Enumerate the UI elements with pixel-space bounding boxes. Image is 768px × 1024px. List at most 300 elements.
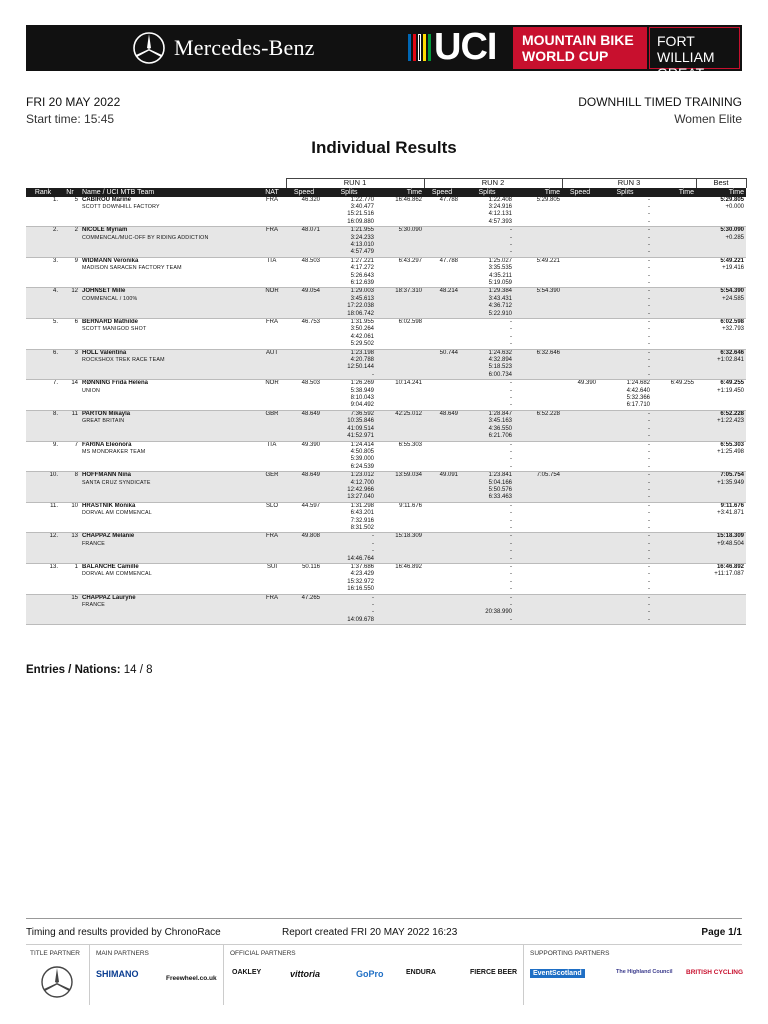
- r2-time-cell: 6:32.646: [514, 349, 562, 380]
- r2-time-cell: [514, 502, 562, 533]
- r2-time-cell: [514, 533, 562, 564]
- split-time: 6:00.734: [488, 371, 512, 378]
- split-time: -: [648, 418, 650, 425]
- nr-cell: 2: [60, 227, 80, 258]
- nr-cell: 14: [60, 380, 80, 411]
- r2-speed-cell: [424, 564, 460, 595]
- split-time: 6:17.710: [626, 402, 650, 409]
- results-body: [26, 197, 746, 625]
- r3-speed-cell: [562, 564, 598, 595]
- split-time: 1:37.686: [350, 564, 374, 570]
- best-time: 5:54.390: [720, 288, 744, 295]
- best-time: 5:29.805: [720, 196, 744, 203]
- partner-group-main: [92, 945, 224, 1005]
- entries-label: Entries / Nations:: [26, 664, 121, 676]
- partner-group-supporting: [526, 945, 742, 1005]
- split-time: -: [510, 564, 512, 570]
- highland-council-logo: The Highland Council: [616, 969, 673, 975]
- r2-time-cell: 6:52.228: [514, 410, 562, 441]
- r2-speed-cell: [424, 227, 460, 258]
- split-time: 5:38.949: [350, 387, 374, 394]
- split-time: -: [510, 616, 512, 623]
- nr-cell: 13: [60, 533, 80, 564]
- rider-team: DORVAL AM COMMENCAL: [82, 571, 152, 578]
- split-time: 18:06.742: [347, 310, 374, 317]
- split-time: -: [648, 524, 650, 531]
- rank-cell: 3.: [26, 257, 60, 288]
- r3-speed-cell: [562, 410, 598, 441]
- r3-splits-cell: [598, 227, 652, 258]
- split-time: -: [372, 602, 374, 609]
- start-time: Start time: 15:45: [26, 112, 115, 126]
- rank-cell: 6.: [26, 349, 60, 380]
- r3-speed-cell: 49.390: [562, 380, 598, 411]
- rider-name: BERNARD Mathilde: [82, 319, 139, 325]
- r3-time-cell: [652, 472, 696, 503]
- event-name-box: [513, 27, 647, 69]
- partner-group-label: OFFICIAL PARTNERS: [230, 950, 296, 957]
- best-cell: [696, 197, 746, 227]
- rider-name: JOHNSET Mille: [82, 288, 126, 295]
- split-time: 3:24.916: [488, 203, 512, 210]
- split-time: 4:36.712: [488, 303, 512, 310]
- rider-name: NICOLE Myriam: [82, 227, 128, 234]
- r1-speed-cell: 44.597: [286, 502, 322, 533]
- split-time: -: [648, 540, 650, 547]
- best-cell: [696, 319, 746, 350]
- gap-time: +1:25.498: [717, 448, 744, 455]
- split-time: 1:29.003: [350, 288, 374, 295]
- sponsor-name: Mercedes-Benz: [174, 35, 315, 60]
- split-time: -: [648, 341, 650, 348]
- r1-splits-cell: [322, 472, 376, 503]
- r2-time-cell: [514, 441, 562, 472]
- split-time: -: [648, 241, 650, 248]
- split-time: 12:50.144: [347, 364, 374, 371]
- footer-divider: [26, 918, 742, 919]
- split-time: 3:50.264: [350, 326, 374, 333]
- split-time: 6:33.463: [488, 494, 512, 501]
- r3-time-cell: [652, 349, 696, 380]
- split-time: -: [648, 319, 650, 325]
- nr-cell: 15: [60, 594, 80, 625]
- oakley-logo: OAKLEY: [232, 969, 262, 976]
- split-time: 13:27.040: [347, 494, 374, 501]
- split-time: -: [510, 326, 512, 333]
- r3-splits-cell: [598, 288, 652, 319]
- col-r1-speed: Speed: [286, 188, 322, 197]
- split-time: -: [648, 265, 650, 272]
- venue-line1: FORT WILLIAM: [657, 33, 715, 65]
- split-time: -: [648, 517, 650, 524]
- rank-cell: [26, 594, 60, 625]
- split-time: -: [648, 479, 650, 486]
- split-time: -: [648, 456, 650, 463]
- split-time: 15:32.972: [347, 578, 374, 585]
- rider-cell: [80, 533, 258, 564]
- split-time: -: [648, 578, 650, 585]
- gap-time: +19.416: [722, 265, 744, 272]
- event-name-line2: WORLD CUP: [522, 48, 609, 64]
- rider-cell: [80, 502, 258, 533]
- split-time: 5:50.576: [488, 486, 512, 493]
- split-time: 4:35.211: [489, 272, 512, 279]
- best-time: 6:02.598: [720, 319, 744, 325]
- r3-time-cell: [652, 594, 696, 625]
- rider-name: PARTON Mikayla: [82, 410, 131, 417]
- rider-cell: [80, 319, 258, 350]
- best-cell: [696, 472, 746, 503]
- rider-cell: [80, 441, 258, 472]
- nat-cell: FRA: [258, 227, 286, 258]
- split-time: -: [648, 564, 650, 570]
- r2-splits-cell: [460, 197, 514, 227]
- r3-time-cell: [652, 410, 696, 441]
- partners-strip: [26, 944, 742, 1004]
- rider-name: HOFFMANN Nina: [82, 472, 131, 479]
- split-time: 4:57.393: [488, 218, 512, 225]
- table-row: [26, 594, 746, 625]
- r2-splits-cell: [460, 472, 514, 503]
- split-time: -: [648, 502, 650, 509]
- split-time: 4:42.640: [626, 387, 650, 394]
- split-time: -: [510, 586, 512, 593]
- split-time: -: [648, 279, 650, 286]
- split-time: 4:23.429: [350, 571, 374, 578]
- split-time: 10:35.846: [347, 418, 374, 425]
- r2-time-cell: 5:54.390: [514, 288, 562, 319]
- best-cell: [696, 410, 746, 441]
- run3-header: RUN 3: [562, 179, 696, 188]
- rider-name: BALANCHE Camille: [82, 564, 139, 570]
- col-r1-splits: Splits: [322, 188, 376, 197]
- split-time: 4:50.805: [350, 448, 374, 455]
- r2-time-cell: 5:49.221: [514, 257, 562, 288]
- r2-speed-cell: [424, 502, 460, 533]
- split-time: -: [648, 227, 650, 234]
- nat-cell: SUI: [258, 564, 286, 595]
- entries-value: 14 / 8: [123, 664, 153, 676]
- r2-speed-cell: [424, 380, 460, 411]
- r3-speed-cell: [562, 288, 598, 319]
- r1-splits-cell: [322, 564, 376, 595]
- split-time: 14:46.764: [347, 555, 374, 562]
- r2-splits-cell: [460, 319, 514, 350]
- split-time: 4:17.272: [350, 265, 374, 272]
- split-time: -: [648, 571, 650, 578]
- rider-cell: [80, 410, 258, 441]
- vittoria-logo: vittoria: [290, 969, 321, 979]
- best-time: 6:52.228: [720, 410, 744, 417]
- best-time: 9:11.676: [720, 502, 744, 509]
- r3-time-cell: [652, 319, 696, 350]
- event-date: FRI 20 MAY 2022: [26, 95, 121, 109]
- split-time: -: [510, 402, 512, 409]
- r1-time-cell: 15:18.309: [376, 533, 424, 564]
- r1-time-cell: 16:46.862: [376, 197, 424, 227]
- r3-splits-cell: [598, 349, 652, 380]
- rider-team: FRANCE: [82, 602, 105, 609]
- r2-speed-cell: 48.214: [424, 288, 460, 319]
- split-time: -: [648, 510, 650, 517]
- split-time: -: [510, 395, 512, 402]
- nat-cell: FRA: [258, 533, 286, 564]
- r3-time-cell: [652, 288, 696, 319]
- rider-name: HÖLL Valentina: [82, 349, 127, 356]
- split-time: 14:09.678: [347, 616, 374, 623]
- best-time: 5:49.221: [720, 257, 744, 264]
- rider-team: COMMENCAL/MUC-OFF BY RIDING ADDICTION: [82, 234, 209, 241]
- split-time: -: [510, 249, 512, 256]
- table-row: [26, 197, 746, 227]
- split-time: -: [648, 249, 650, 256]
- category: Women Elite: [674, 112, 742, 126]
- split-time: 1:23.012: [350, 472, 374, 479]
- split-time: 1:31.298: [350, 502, 374, 509]
- r3-time-cell: 6:49.255: [652, 380, 696, 411]
- r1-speed-cell: 49.808: [286, 533, 322, 564]
- r3-speed-cell: [562, 441, 598, 472]
- split-time: -: [648, 548, 650, 555]
- rank-cell: 7.: [26, 380, 60, 411]
- r3-splits-cell: [598, 472, 652, 503]
- r1-time-cell: 6:02.598: [376, 319, 424, 350]
- rider-name: RØNNING Frida Helena: [82, 380, 149, 387]
- split-time: -: [510, 602, 512, 609]
- r1-speed-cell: 46.753: [286, 319, 322, 350]
- split-time: 5:39.000: [350, 456, 374, 463]
- r1-time-cell: 6:55.303: [376, 441, 424, 472]
- british-cycling-logo: BRITISH CYCLING: [686, 969, 744, 976]
- r1-speed-cell: 49.390: [286, 441, 322, 472]
- gopro-logo: GoPro: [356, 969, 384, 979]
- col-nr: Nr: [60, 188, 80, 197]
- split-time: -: [648, 357, 650, 364]
- gap-time: +1:35.949: [717, 479, 744, 486]
- rider-team: COMMENCAL / 100%: [82, 295, 138, 302]
- r3-speed-cell: [562, 533, 598, 564]
- endura-logo: ENDURA: [406, 969, 436, 976]
- split-time: 1:26.269: [350, 380, 374, 387]
- col-name: Name / UCI MTB Team: [80, 188, 258, 197]
- r1-speed-cell: 48.649: [286, 410, 322, 441]
- r1-time-cell: 9:11.676: [376, 502, 424, 533]
- r2-speed-cell: 47.788: [424, 257, 460, 288]
- r1-splits-cell: [322, 257, 376, 288]
- rider-cell: [80, 257, 258, 288]
- rank-cell: 5.: [26, 319, 60, 350]
- split-time: 3:45.613: [350, 295, 374, 302]
- split-time: 5:32.366: [626, 395, 650, 402]
- uci-logo-text: UCI: [434, 26, 497, 68]
- mercedes-star-icon: [40, 965, 74, 999]
- event-type: DOWNHILL TIMED TRAINING: [578, 95, 742, 109]
- table-row: [26, 380, 746, 411]
- split-time: -: [372, 533, 374, 540]
- r2-splits-cell: [460, 288, 514, 319]
- split-time: 3:35.535: [488, 265, 512, 272]
- nr-cell: 9: [60, 257, 80, 288]
- col-r2-time: Time: [514, 188, 562, 197]
- rider-team: ROCKSHOX TREK RACE TEAM: [82, 357, 165, 364]
- r1-speed-cell: 48.649: [286, 472, 322, 503]
- r1-splits-cell: [322, 288, 376, 319]
- split-time: -: [372, 548, 374, 555]
- r2-splits-cell: [460, 227, 514, 258]
- r1-time-cell: 5:30.090: [376, 227, 424, 258]
- rider-name: CHAPPAZ Melanie: [82, 533, 135, 540]
- split-time: 4:57.479: [350, 249, 374, 256]
- split-time: -: [648, 326, 650, 333]
- split-time: -: [648, 472, 650, 479]
- gap-time: +32.793: [722, 326, 744, 333]
- split-time: 16:16.550: [347, 586, 374, 593]
- r2-splits-cell: [460, 533, 514, 564]
- r3-time-cell: [652, 441, 696, 472]
- split-time: -: [510, 578, 512, 585]
- r3-time-cell: [652, 257, 696, 288]
- partner-group-label: TITLE PARTNER: [30, 950, 80, 957]
- col-r3-speed: Speed: [562, 188, 598, 197]
- split-time: -: [648, 463, 650, 470]
- rider-team: FRANCE: [82, 540, 105, 547]
- split-time: 6:21.706: [488, 433, 512, 440]
- split-time: -: [372, 371, 374, 378]
- r2-time-cell: [514, 227, 562, 258]
- split-time: 1:22.408: [488, 196, 512, 203]
- split-time: -: [510, 227, 512, 234]
- nat-cell: NOR: [258, 288, 286, 319]
- rider-cell: [80, 197, 258, 227]
- r3-time-cell: [652, 197, 696, 227]
- r1-splits-cell: [322, 441, 376, 472]
- split-time: -: [648, 349, 650, 356]
- shimano-logo: SHIMANO: [96, 969, 139, 979]
- gap-time: +11:17.087: [714, 571, 744, 578]
- best-cell: [696, 257, 746, 288]
- best-time: 6:55.303: [720, 441, 744, 448]
- r3-speed-cell: [562, 227, 598, 258]
- r2-speed-cell: [424, 319, 460, 350]
- split-time: -: [648, 303, 650, 310]
- nat-cell: SLO: [258, 502, 286, 533]
- split-time: -: [510, 594, 512, 601]
- split-time: -: [510, 380, 512, 387]
- r2-splits-cell: [460, 349, 514, 380]
- r2-speed-cell: [424, 594, 460, 625]
- best-time: 16:46.892: [716, 564, 744, 570]
- split-time: -: [510, 517, 512, 524]
- nr-cell: 7: [60, 441, 80, 472]
- split-time: 5:26.643: [350, 272, 374, 279]
- col-rank: Rank: [26, 188, 60, 197]
- rider-team: MADISON SARACEN FACTORY TEAM: [82, 265, 182, 272]
- r3-splits-cell: [598, 594, 652, 625]
- col-r3-time: Time: [652, 188, 696, 197]
- partner-group-title: [26, 945, 90, 1005]
- nr-cell: 1: [60, 564, 80, 595]
- split-time: 4:12.700: [350, 479, 374, 486]
- r2-splits-cell: [460, 564, 514, 595]
- split-time: 16:09.880: [347, 218, 374, 225]
- split-time: -: [648, 272, 650, 279]
- col-r1-time: Time: [376, 188, 424, 197]
- page-title: Individual Results: [311, 138, 457, 157]
- results-table: [26, 178, 747, 625]
- split-time: -: [648, 433, 650, 440]
- best-time: 7:05.754: [720, 472, 744, 479]
- split-time: -: [648, 616, 650, 623]
- split-time: 3:45.163: [488, 418, 512, 425]
- nat-cell: GBR: [258, 410, 286, 441]
- rank-cell: 12.: [26, 533, 60, 564]
- split-time: -: [510, 540, 512, 547]
- nr-cell: 10: [60, 502, 80, 533]
- best-cell: [696, 533, 746, 564]
- split-time: -: [510, 319, 512, 325]
- r1-splits-cell: [322, 533, 376, 564]
- rank-cell: 9.: [26, 441, 60, 472]
- split-time: -: [648, 425, 650, 432]
- r1-time-cell: 13:59.034: [376, 472, 424, 503]
- r1-splits-cell: [322, 227, 376, 258]
- r1-time-cell: [376, 349, 424, 380]
- partner-group-label: MAIN PARTNERS: [96, 950, 149, 957]
- page-number: Page 1/1: [701, 927, 742, 938]
- split-time: -: [648, 364, 650, 371]
- split-time: -: [510, 463, 512, 470]
- split-time: 8:31.502: [350, 524, 374, 531]
- best-cell: [696, 227, 746, 258]
- nr-cell: 12: [60, 288, 80, 319]
- partner-group-label: SUPPORTING PARTNERS: [530, 950, 610, 957]
- r1-speed-cell: 48.503: [286, 257, 322, 288]
- split-time: -: [648, 609, 650, 616]
- table-row: [26, 564, 746, 595]
- rider-name: CHAPPAZ Lauryne: [82, 594, 136, 601]
- split-time: -: [648, 257, 650, 264]
- r2-speed-cell: 50.744: [424, 349, 460, 380]
- gap-time: +0.000: [725, 203, 744, 210]
- r3-splits-cell: [598, 502, 652, 533]
- r1-time-cell: 10:14.241: [376, 380, 424, 411]
- split-time: 6:24.539: [350, 463, 374, 470]
- split-time: -: [648, 555, 650, 562]
- timing-credit: Timing and results provided by ChronoRace: [26, 927, 221, 938]
- r1-speed-cell: 48.071: [286, 227, 322, 258]
- r1-speed-cell: 49.054: [286, 288, 322, 319]
- r3-speed-cell: [562, 502, 598, 533]
- venue-box: [649, 27, 740, 97]
- split-time: 4:13.010: [350, 241, 374, 248]
- split-time: 5:04.166: [488, 479, 512, 486]
- split-time: -: [510, 387, 512, 394]
- split-time: -: [648, 441, 650, 448]
- split-time: -: [510, 448, 512, 455]
- best-time: 5:30.090: [720, 227, 744, 234]
- split-time: 1:29.384: [488, 288, 512, 295]
- split-time: 4:42.061: [350, 333, 374, 340]
- split-time: 6:12.639: [350, 279, 374, 286]
- mercedes-star-icon: [132, 31, 166, 65]
- table-row: [26, 257, 746, 288]
- r3-time-cell: [652, 564, 696, 595]
- r2-splits-cell: [460, 502, 514, 533]
- r2-splits-cell: [460, 594, 514, 625]
- rank-cell: 1.: [26, 197, 60, 227]
- split-time: 1:25.027: [488, 257, 512, 264]
- split-time: 6:43.201: [350, 510, 374, 517]
